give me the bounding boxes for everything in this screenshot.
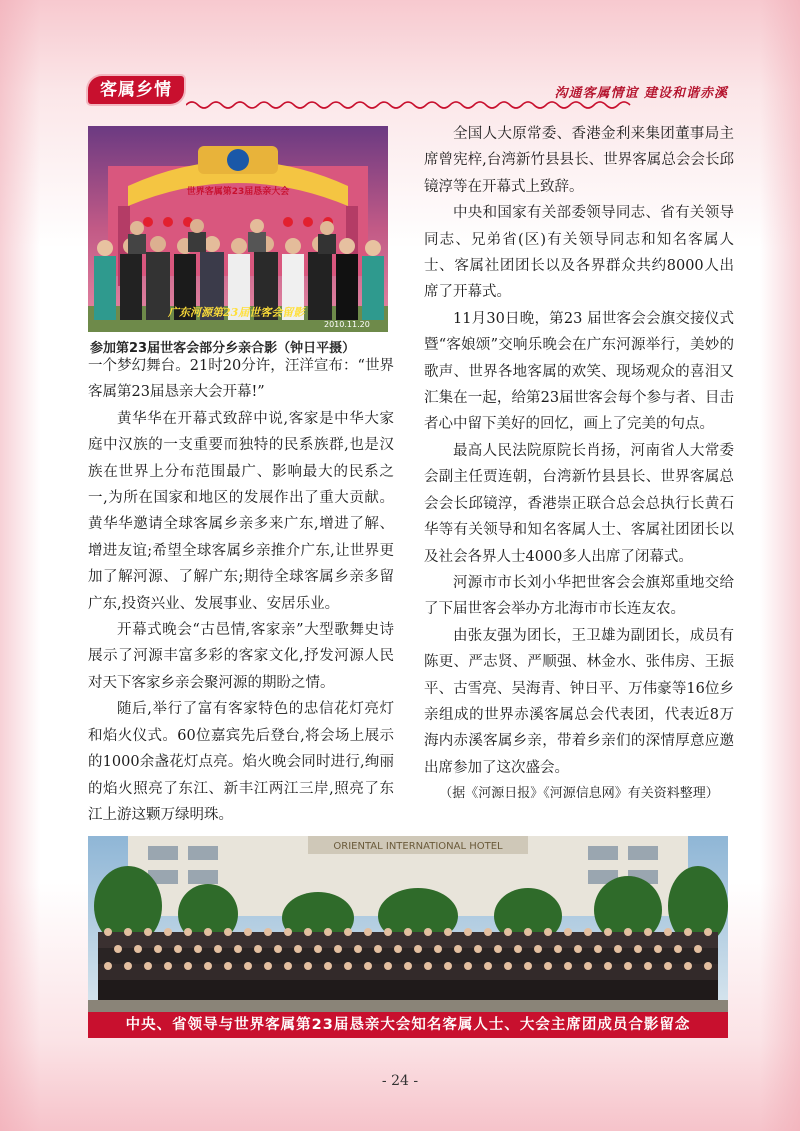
group-photo-bottom-image bbox=[88, 836, 728, 1012]
header-tagline: 沟通客属情谊 建设和谐赤溪 bbox=[554, 86, 728, 101]
right-paragraph: 11月30日晚，第23 届世客会会旗交接仪式暨“客娘颂”交响乐晚会在广东河源举行，美妙的歌声、世界各地客属的欢笑、现场观众的喜泪又汇集在一起，给第23届世客会每个参与者、目击者心中留下美好的回忆，画上了完美的句点。 bbox=[424, 310, 734, 433]
arch-text: 世界客属第23届恳亲大会 bbox=[186, 187, 290, 197]
page-header bbox=[88, 72, 728, 112]
right-column bbox=[424, 121, 734, 808]
group-photo-top bbox=[88, 126, 388, 332]
right-paragraph: 中央和国家有关部委领导同志、省有关领导同志、兄弟省(区)有关领导同志和知名客属人士、客属社团团长以及各界群众共约8000人出席了开幕式。 bbox=[424, 205, 734, 301]
photo-overlay-text: 广东河源第23届世客会留影 bbox=[168, 306, 305, 319]
right-paragraph: 最高人民法院原院长肖扬，河南省人大常委会副主任贾连朝，台湾新竹县县长、世界客属总会会长邱镜淳，香港崇正联合总会总执行长黄石华等有关领导和知名客属人士、客属社团团长以及社会各界人士4000多人出席了闭幕式。 bbox=[424, 442, 734, 565]
right-paragraph: 河源市市长刘小华把世客会会旗郑重地交给了下届世客会举办方北海市市长连友农。 bbox=[424, 574, 734, 618]
source-note: （据《河源日报》《河源信息网》有关资料整理） bbox=[439, 786, 719, 802]
page-edge-right bbox=[760, 0, 800, 1131]
left-paragraph: 黄华华在开幕式致辞中说,客家是中华大家庭中汉族的一支重要而独特的民系族群,也是汉族在世界上分布范围最广、影响最大的民系之一,为所在国家和地区的发展作出了重大贡献。黄华华邀请全球客属乡亲多来广东,增进了解、增进友谊;希望全球客属乡亲推介广东,让世界更加了解河源、了解广东;期待全球客属乡亲多留广东,投资兴业、发展事业、安居乐业。 bbox=[88, 410, 394, 612]
top-photo-caption: 参加第23届世客会部分乡亲合影（钟日平摄） bbox=[90, 341, 356, 356]
group-photo-bottom bbox=[88, 836, 728, 1012]
page-edge-left bbox=[0, 0, 40, 1131]
left-column bbox=[88, 353, 394, 828]
right-paragraph: 全国人大原常委、香港金利来集团董事局主席曾宪梓,台湾新竹县县长、世界客属总会会长邱镜淳等在开幕式上致辞。 bbox=[424, 126, 734, 195]
left-paragraph: 一个梦幻舞台。21时20分许，汪洋宣布：“世界客属第23届恳亲大会开幕!” bbox=[88, 358, 394, 401]
left-paragraph: 随后,举行了富有客家特色的忠信花灯亮灯和焰火仪式。60位嘉宾先后登台,将会场上展示的1000余盏花灯点亮。焰火晚会同时进行,绚丽的焰火照亮了东江、新丰江两江三岸,照亮了东江上游这颗万绿明珠。 bbox=[88, 701, 394, 823]
left-paragraph: 开幕式晚会“古邑情,客家亲”大型歌舞史诗展示了河源丰富多彩的客家文化,抒发河源人民对天下客家乡亲会聚河源的期盼之情。 bbox=[88, 622, 394, 691]
right-paragraph: 由张友强为团长，王卫雄为副团长，成员有陈更、严志贤、严顺强、林金水、张伟房、王振平、古雪亮、吴海青、钟日平、万伟豪等16位乡亲组成的世界赤溪客属总会代表团，代表近8万海内赤溪客属乡亲，带着乡亲们的深情厚意应邀出席参加了这次盛会。 bbox=[424, 627, 734, 776]
hotel-sign: ORIENTAL INTERNATIONAL HOTEL bbox=[333, 841, 503, 852]
group-photo-top-image bbox=[88, 126, 388, 332]
page-number: - 24 - bbox=[381, 1073, 419, 1089]
section-badge: 客属乡情 bbox=[88, 76, 184, 104]
bottom-photo-caption: 中央、省领导与世界客属第23届恳亲大会知名客属人士、大会主席团成员合影留念 bbox=[88, 1012, 728, 1038]
photo-date-stamp: 2010.11.20 bbox=[324, 320, 370, 329]
